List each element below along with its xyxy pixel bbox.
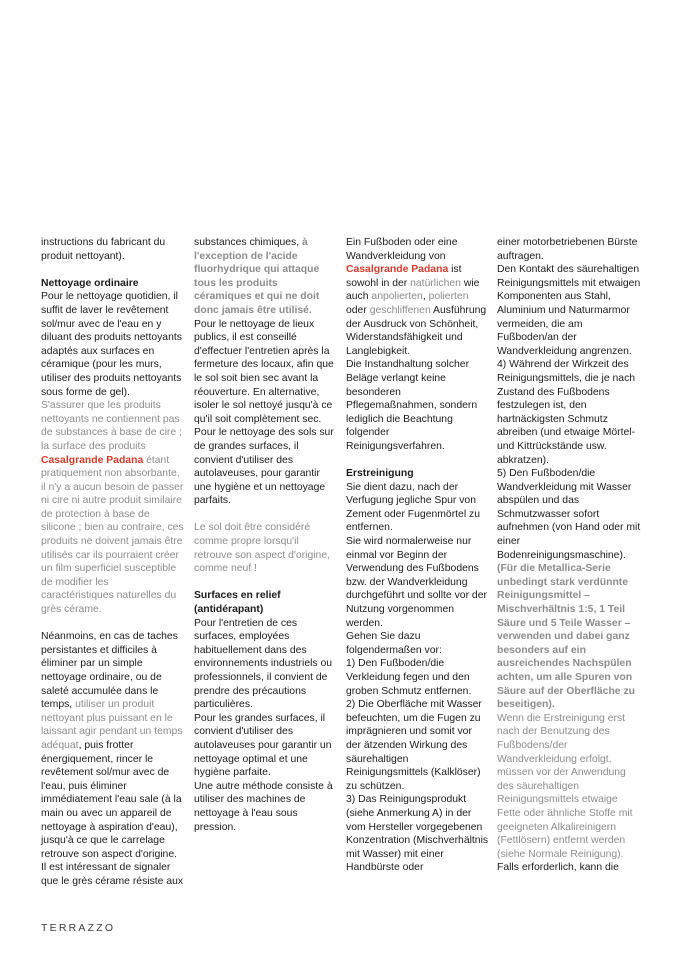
paragraph: Pour le nettoyage de lieux publics, il est conseillé d'effectuer l'entretien après la fermeture des locaux, afin que le sol soit bien sec avant la réouverture. En alternative, isoler le sol nettoyé jusqu'à ce qu'il soit complètement sec. Pour le nettoyage des sols sur de grandes surfaces, il convient d'utiliser des autolaveuses, pour garantir une hygiène et un nettoyage parfaits. <box>194 318 334 507</box>
column-3 <box>346 236 489 875</box>
list-item: 4) Während der Wirkzeit des Reinigungsmittels, die je nach Zustand des Fußbodens festzulegen ist, den hartnäckigsten Schmutz abreiben (und etwaige Mörtel- und Kittrückstände usw. abkratzen). <box>497 359 636 466</box>
list-item: 1) Den Fußboden/die Verkleidung fegen und den groben Schmutz entfernen. <box>346 658 472 697</box>
column-1 <box>41 236 184 889</box>
paragraph: Néanmoins, en cas de taches persistantes et difficiles à éliminer par un simple nettoyage ordinaire, ou de saleté accumulée dans le temps, utiliser un produit nettoyant plus puissant en le laissant agir pendant un temps adéquat, puis frotter énergiquement, rincer le revêtement sol/mur avec de l'eau, puis éliminer immédiatement l'eau sale (à la main ou avec un appareil de nettoyage à aspiration d'eau), jusqu'à ce que le carrelage retrouve son aspect d'origine. Il est intéressant de signaler que le grès cérame résiste aux <box>41 631 184 887</box>
heading-nettoyage-ordinaire: Nettoyage ordinaire <box>41 277 139 289</box>
paragraph: Pour le nettoyage quotidien, il suffit de laver le revêtement sol/mur avec de l'eau en y diluant des produits nettoyants adaptés aux surfaces en céramique (pour les murs, utiliser des produits nettoyants sous forme de gel). <box>41 291 182 398</box>
paragraph: Ein Fußboden oder eine Wandverkleidung von Casalgrande Padana ist sowohl in der natürlichen wie auch anpolierten, polierten oder geschliffenen Ausführung der Ausdruck von Schönheit, Widerstandsfähigkeit und Langlebigkeit. <box>346 237 487 357</box>
note-metallica: (Für die Metallica-Serie unbedingt stark verdünnte Reinigungsmittel – Mischverhältnis 1:5, 1 Teil Säure und 5 Teile Wasser – verwenden und dabei ganz besonders auf ein ausreichendes Nachspülen achten, um alle Spuren von Säure auf der Oberfläche zu beseitigen). <box>497 563 636 711</box>
list-item: 2) Die Oberfläche mit Wasser befeuchten, um die Fugen zu imprägnieren und somit vor der ätzenden Wirkung des säurehaltigen Reinigungsmittels (Kalklöser) zu schützen. <box>346 699 482 792</box>
paragraph: Pour l'entretien de ces surfaces, employées habituellement dans des environnements industriels ou professionnels, il convient de prendre des précautions particulières. <box>194 617 333 711</box>
column-4 <box>497 236 643 875</box>
paragraph: substances chimiques, à l'exception de l'acide fluorhydrique qui attaque tous les produits céramiques et qui ne doit donc jamais être utilisé. <box>194 237 320 316</box>
column-2 <box>194 236 337 834</box>
heading-erstreinigung: Erstreinigung <box>346 468 414 480</box>
paragraph: Gehen Sie dazu folgendermaßen vor: <box>346 631 442 656</box>
paragraph: Falls erforderlich, kann die <box>497 862 619 874</box>
brand-name: Casalgrande Padana <box>41 454 144 466</box>
intro-text: instructions du fabricant du produit nettoyant). <box>41 237 166 262</box>
paragraph: Die Instandhaltung solcher Beläge verlangt keine besonderen Pflegemaßnahmen, sondern lediglich die Beachtung folgender Reinigungsverfahren. <box>346 359 478 452</box>
paragraph: Une autre méthode consiste à utiliser des machines de nettoyage à l'eau sous pression. <box>194 780 333 833</box>
paragraph: Le sol doit être considéré comme propre lorsqu'il retrouve son aspect d'origine, comme neuf ! <box>194 522 330 575</box>
paragraph: Sie dient dazu, nach der Verfugung jegliche Spur von Zement oder Fugenmörtel zu entfernen. <box>346 481 480 534</box>
list-item: 5) Den Fußboden/die Wandverkleidung mit Wasser abspülen und das Schmutzwasser sofort aufnehmen (von Hand oder mit einer Bodenreinigungsmaschine). <box>497 468 641 561</box>
brand-name: Casalgrande Padana <box>346 264 449 276</box>
list-item: 3) Das Reinigungsprodukt (siehe Anmerkung A) in der vom Hersteller vorgegebenen Konzentration (Mischverhältnis mit Wasser) mit einer Handbürste oder <box>346 794 489 874</box>
paragraph: Sie wird normalerweise nur einmal vor Beginn der Verwendung des Fußbodens bzw. der Wandverkleidung durchgeführt und sollte vor der Nutzung vorgenommen werden. <box>346 536 487 629</box>
paragraph: einer motorbetriebenen Bürste auftragen. <box>497 237 638 262</box>
paragraph: Den Kontakt des säurehaltigen Reinigungsmittels mit etwaigen Komponenten aus Stahl, Aluminium und Naturmarmor vermeiden, die am Fußboden/an der Wandverkleidung angrenzen. <box>497 264 641 357</box>
heading-surfaces-en-relief: Surfaces en relief (antidérapant) <box>194 590 281 616</box>
paragraph: Pour les grandes surfaces, il convient d'utiliser des autolaveuses pour garantir un nettoyage optimal et une hygiène parfaite. <box>194 712 332 779</box>
paragraph: S'assurer que les produits nettoyants ne contiennent pas de substances à base de cire ; la surface des produits Casalgrande Padana étant pratiquement non absorbante, il n'y a aucun besoin de passer ni cire ni autre produit similaire de protection à base de silicone ; bien au contraire, ces produits ne doivent jamais être utilisés car ils pourraient créer un film superficiel susceptible de modifier les caractéristiques naturelles du grès cérame. <box>41 400 184 616</box>
paragraph: Wenn die Erstreinigung erst nach der Benutzung des Fußbodens/der Wandverkleidung erfolgt, müssen vor der Anwendung des säurehaltigen Reinigungsmittels etwaige Fette oder ähnliche Stoffe mit geeigneten Alkalireinigern (Fettlösern) entfernt werden (siehe Normale Reinigung). <box>497 712 633 860</box>
footer-section-label: TERRAZZO <box>41 922 116 934</box>
